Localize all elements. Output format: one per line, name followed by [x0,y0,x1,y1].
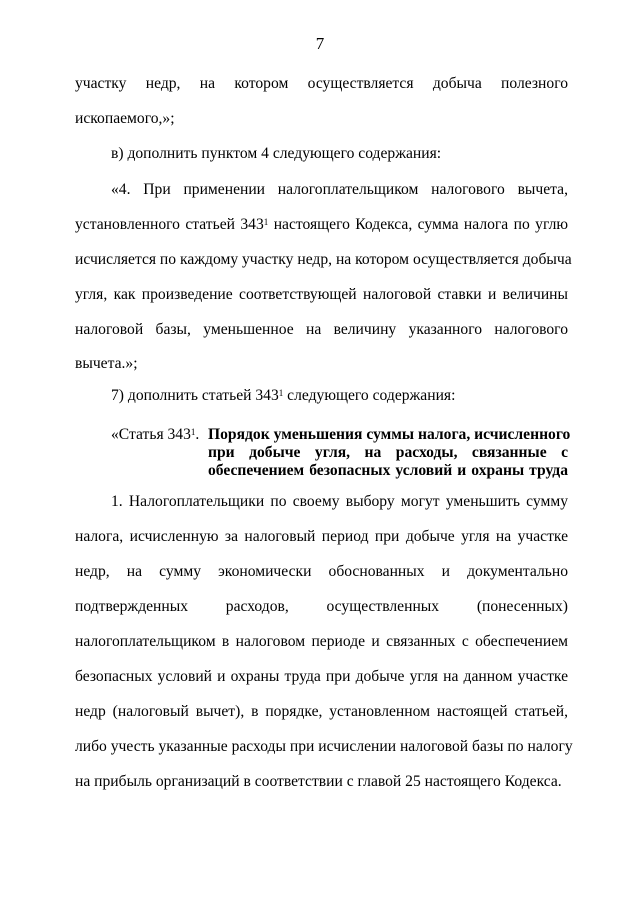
p3-line1: «4. При применении налогоплательщиком налогового вычета, [111,181,568,198]
p5-line2: налога, исчисленную за налоговый период при добыче угля на участке [75,528,568,545]
p1-line1: участку недр, на котором осуществляется добыча полезного [75,75,568,92]
article-prefix-a: «Статья 343 [111,426,191,443]
p3-line2-sup: 1 [263,217,269,227]
p5-line9: на прибыль организаций в соответствии с главой 25 настоящего Кодекса. [75,773,562,790]
article-title-line3: обеспечением безопасных условий и охраны труда [208,462,568,479]
p5-line6: безопасных условий и охраны труда при добыче угля на данном участке [75,668,568,685]
p4-line1-sup: 1 [278,388,284,398]
p3-line2-b: настоящего Кодекса, сумма налога по углю [268,216,568,233]
article-prefix [111,425,211,445]
p4-line1-a: 7) дополнить статьей 343 [111,387,279,404]
p5-line7: недр (налоговый вычет), в порядке, установленном настоящей статьей, [75,703,568,720]
p3-line2-a: установленного статьей 343 [75,216,264,233]
p5-line5: налогоплательщиком в налоговом периоде и связанных с обеспечением [75,633,568,650]
p5-line8: либо учесть указанные расходы при исчислении налоговой базы по налогу [75,738,573,755]
p4-line1 [111,386,568,406]
p3-line6: вычета.»; [75,355,138,372]
p3-line4: угля, как произведение соответствующей налоговой ставки и величины [75,286,568,303]
article-prefix-b: . [195,426,200,443]
page-number: 7 [315,34,325,53]
p5-line3: недр, на сумму экономически обоснованных и документально [75,563,568,580]
p3-line2 [75,215,568,235]
p3-line3: исчисляется по каждому участку недр, на котором осуществляется добыча [75,251,572,268]
p2-line1: в) дополнить пунктом 4 следующего содержания: [111,145,442,162]
article-prefix-sup: 1 [190,427,196,437]
article-title-line1: Порядок уменьшения суммы налога, исчисленного [208,426,571,443]
p5-line1: 1. Налогоплательщики по своему выбору могут уменьшить сумму [111,493,568,510]
p4-line1-b: следующего содержания: [283,387,456,404]
p5-line4: подтвержденных расходов, осуществленных (понесенных) [75,598,568,615]
article-title-line2: при добыче угля, на расходы, связанные с [208,444,568,461]
p1-line2: ископаемого,»; [75,110,175,127]
p3-line5: налоговой базы, уменьшенное на величину указанного налогового [75,321,568,338]
